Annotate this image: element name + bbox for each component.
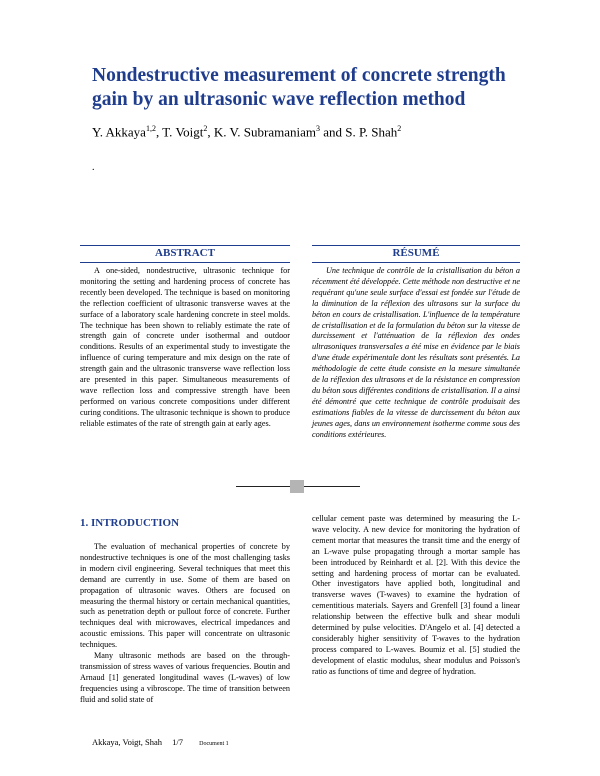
author-akkaya: Y. Akkaya <box>92 124 146 140</box>
introduction-heading: 1. INTRODUCTION <box>80 517 180 529</box>
abstract-heading: ABSTRACT <box>80 245 290 263</box>
paper-title: Nondestructive measurement of concrete strength gain by an ultrasonic wave reflection method <box>92 65 506 110</box>
stray-mark: . <box>92 162 95 173</box>
section-divider-line <box>236 486 290 487</box>
author-shah: and S. P. Shah <box>319 124 398 140</box>
resume-text: Une technique de contrôle de la cristallisation du béton a récemment été développée. Cette méthode non destructive et ne requérant qu'une seule surface d'essai est fondée sur l'étude de la diminution de la réflexion des ultrasons sur la surface du béton en cours de cristallisation. L'influence de la température de cristallisation et de la formulation du béton sur la vitesse de durcissement et l'atténuation de la réflexion des ondes ultrasoniques transversales a été mise en évidence par le biais d'une étude expérimentale dont les résultats sont présentés. La méthodologie de cette étude consiste en la mesure simultanée de la réflexion des ultrasons et de la résistance en compression du béton sous différentes conditions de cristallisation. Il a ainsi été démontré que cette technique de contrôle produisait des estimations fiables de la vitesse de durcissement du béton aux jeunes ages, dans un environnement isotherme comme sous des conditions extérieures. <box>312 266 521 439</box>
document-label: Document 1 <box>199 741 229 747</box>
affiliation-mark: 2 <box>203 124 208 133</box>
affiliation-mark: 3 <box>315 124 320 133</box>
introduction-paragraph: cellular cement paste was determined by measuring the L-wave velocity. A new device for monitoring the hydration of cement mortar that measures the transit time and the energy of an L-wave pulse propagating through a mortar sample has been introduced by Reinhardt et al. [2]. With this device the setting and hardening process of mortar can be evaluated. Other investigators have applied both, longitudinal and transverse waves (T-waves) to examine the hydration of cementitious materials. Sayers and Grenfell [3] found a linear relationship between the effective bulk and shear moduli determined by pulse velocities. D'Angelo et al. [4] detected a considerably higher sensitivity of T-waves to the hydration process compared to L-waves. Boumiz et al. [5] studied the development of elastic modulus, shear modulus and Poisson's ratio as functions of time and degree of hydration. <box>312 514 520 676</box>
affiliation-mark: 2 <box>397 124 402 133</box>
abstract-text: A one-sided, nondestructive, ultrasonic technique for monitoring the setting and hardening process of concrete has recently been developed. The technique is based on monitoring the reflection coefficient of ultrasonic transverse waves at the surface of a laboratory scale hardening concrete in steel molds. The technique has been shown to reliably estimate the rate of strength gain of concrete under isothermal and outdoor conditions. Results of an experimental study to investigate the influence of curing temperature and mix design on the rate of strength gain and the ultrasonic transverse wave reflection loss are presented in this paper. Simultaneous measurements of wave reflection loss and compressive strength have been performed on various concrete compositions under different curing conditions. The ultrasonic technique is shown to produce reliable estimates of the rate of strength gain at early ages. <box>80 266 290 428</box>
resume-heading: RÉSUMÉ <box>312 245 520 263</box>
footer-authors: Akkaya, Voigt, Shah <box>92 737 163 747</box>
affiliation-mark: 1,2 <box>145 124 156 133</box>
resume-body <box>312 266 520 441</box>
section-divider-box <box>290 480 304 493</box>
page-number: 1/7 <box>172 737 184 747</box>
introduction-paragraph: Many ultrasonic methods are based on the through-transmission of stress waves of various frequencies. Boutin and Arnaud [1] generated longitudinal waves (L-waves) of low frequencies using a vibroscope. The time of transition between fluid and solid state of <box>80 651 290 704</box>
author-list <box>92 124 401 140</box>
introduction-column-right <box>312 514 520 678</box>
section-divider-line <box>304 486 360 487</box>
introduction-paragraph: The evaluation of mechanical properties of concrete by nondestructive techniques is one of the most challenging tasks in modern civil engineering. Several techniques that meet this demand are currently in use. Some of them are based on propagation of ultrasonic waves. Others are focused on measuring the thermal history or certain mechanical quantities, such as penetration depth or pullout force of concrete. Further techniques deal with microwaves, electrical impedances and acoustic emissions. This paper will concentrate on ultrasonic techniques. <box>80 542 290 650</box>
abstract-body <box>80 266 290 430</box>
author-subramaniam: , K. V. Subramaniam <box>207 124 316 140</box>
author-voigt: , T. Voigt <box>155 124 204 140</box>
introduction-column-left <box>80 542 290 706</box>
page-footer <box>92 737 237 747</box>
